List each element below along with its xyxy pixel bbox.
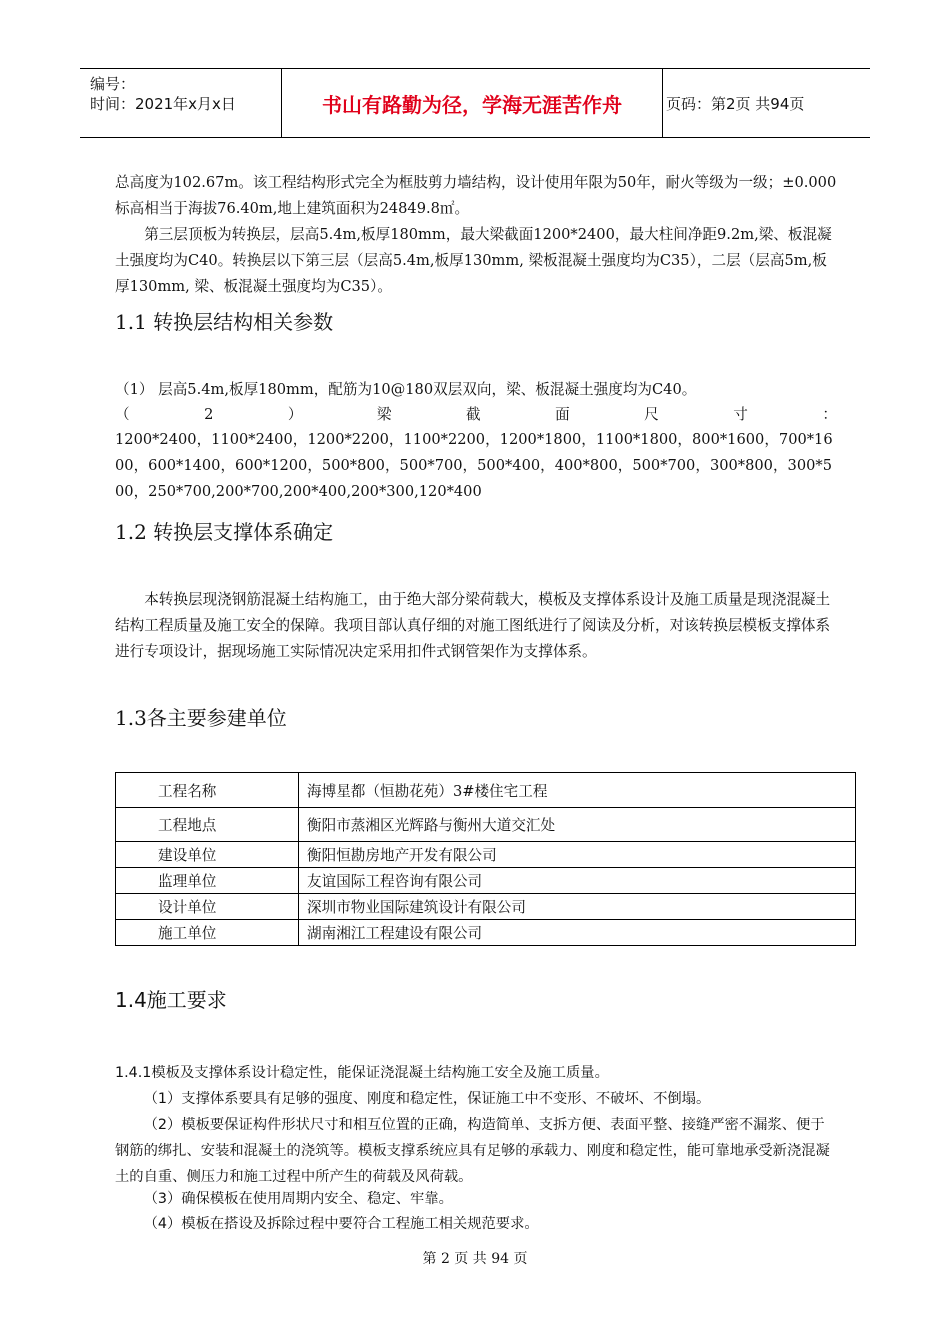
table-row [116, 868, 856, 894]
item2-char: 尺 [644, 406, 659, 423]
doc-date: 时间：2021年x月x日 [90, 95, 236, 113]
table-row [116, 773, 856, 808]
item2-char: 2 [204, 406, 214, 423]
table-row [116, 808, 856, 842]
table-row [116, 894, 856, 920]
item2-char: ： [822, 406, 837, 423]
participants-table [115, 772, 856, 946]
header-page-info: 页码：第2页 共94页 [666, 94, 805, 113]
table-value: 湖南湘江工程建设有限公司 [299, 920, 856, 946]
s14-item-1: （1）支撑体系要具有足够的强度、刚度和稳定性，保证施工中不变形、不破坏、不倒塌。 [143, 1091, 711, 1107]
header-meta [80, 69, 280, 137]
table-value: 友谊国际工程咨询有限公司 [299, 868, 856, 894]
s14-item-2: （2）模板要保证构件形状尺寸和相互位置的正确，构造简单、支拆方便、表面平整、接缝严密不漏浆、便于钢筋的绑扎、安装和混凝土的浇筑等。模板支撑系统应具有足够的承载力、刚度和稳定性，能可靠地承受新浇混凝土的自重、侧压力和施工过程中所产生的荷载及风荷载。 [115, 1117, 830, 1185]
table-row [116, 920, 856, 946]
s12-paragraph: 本转换层现浇钢筋混凝土结构施工，由于绝大部分梁荷载大，模板及支撑体系设计及施工质量是现浇混凝土结构工程质量及施工安全的保障。我项目部认真仔细的对施工图纸进行了阅读及分析，对该转换层模板支撑体系进行专项设计，据现场施工实际情况决定采用扣件式钢管架作为支撑体系。 [115, 591, 831, 660]
s11-item-2-sizes: 1200*2400，1100*2400，1200*2200，1100*2200，1200*1800，1100*1800，800*1600，700*1600，600*1400，600*1200，500*800，500*700，500*400，400*800，500*700，300*800，300*500，250*700,200*700,200*400,200*300,120*400 [115, 431, 833, 500]
table-key: 工程名称 [116, 773, 299, 808]
intro-paragraph-1: 总高度为102.67m。该工程结构形式完全为框肢剪力墙结构，设计使用年限为50年，耐火等级为一级；±0.000标高相当于海拔76.40m,地上建筑面积为24849.8㎡。 [115, 174, 837, 217]
section-1-4-title: 1.4施工要求 [115, 988, 227, 1012]
doc-number-label: 编号： [90, 75, 136, 93]
table-key: 工程地点 [116, 808, 299, 842]
page-footer: 第 2 页 共 94 页 [422, 1251, 528, 1267]
table-row [116, 842, 856, 868]
item2-char: 梁 [376, 406, 392, 423]
table-value: 海博星都（恒勘花苑）3#楼住宅工程 [299, 773, 856, 808]
table-value: 衡阳恒勘房地产开发有限公司 [299, 842, 856, 868]
table-value: 衡阳市蒸湘区光辉路与衡州大道交汇处 [299, 808, 856, 842]
s11-item-1: （1） 层高5.4m,板厚180mm，配筋为10@180双层双向，梁、板混凝土强度均为C40。 [115, 381, 697, 398]
page-header [80, 68, 870, 138]
item2-char: 面 [555, 406, 570, 423]
table-key: 施工单位 [116, 920, 299, 946]
item2-char: 截 [466, 406, 481, 423]
item2-char: （ [115, 406, 130, 423]
table-key: 建设单位 [116, 842, 299, 868]
table-value: 深圳市物业国际建筑设计有限公司 [299, 894, 856, 920]
s14-subheading: 1.4.1模板及支撑体系设计稳定性，能保证浇混凝土结构施工安全及施工质量。 [115, 1065, 609, 1081]
section-1-1-title: 1.1 转换层结构相关参数 [115, 310, 334, 334]
section-1-2-title: 1.2 转换层支撑体系确定 [115, 520, 334, 544]
intro-paragraph-2: 第三层顶板为转换层，层高5.4m,板厚180mm，最大梁截面1200*2400，最大柱间净距9.2m,梁、板混凝土强度均为C40。转换层以下第三层（层高5.4m,板厚130mm, 梁板混凝土强度均为C35），二层（层高5m,板厚130mm, 梁、板混凝土强度均为C35）。 [115, 226, 832, 295]
table-key: 监理单位 [116, 868, 299, 894]
header-motto: 书山有路勤为径，学海无涯苦作舟 [281, 69, 663, 137]
s14-item-4: （4）模板在搭设及拆除过程中要符合工程施工相关规范要求。 [143, 1216, 539, 1232]
table-key: 设计单位 [116, 894, 299, 920]
s11-item-2-heading [115, 402, 837, 428]
s14-item-3: （3）确保模板在使用周期内安全、稳定、牢靠。 [143, 1191, 453, 1207]
item2-char: ） [287, 406, 303, 423]
item2-char: 寸 [733, 406, 748, 423]
section-1-3-title: 1.3各主要参建单位 [115, 706, 287, 730]
